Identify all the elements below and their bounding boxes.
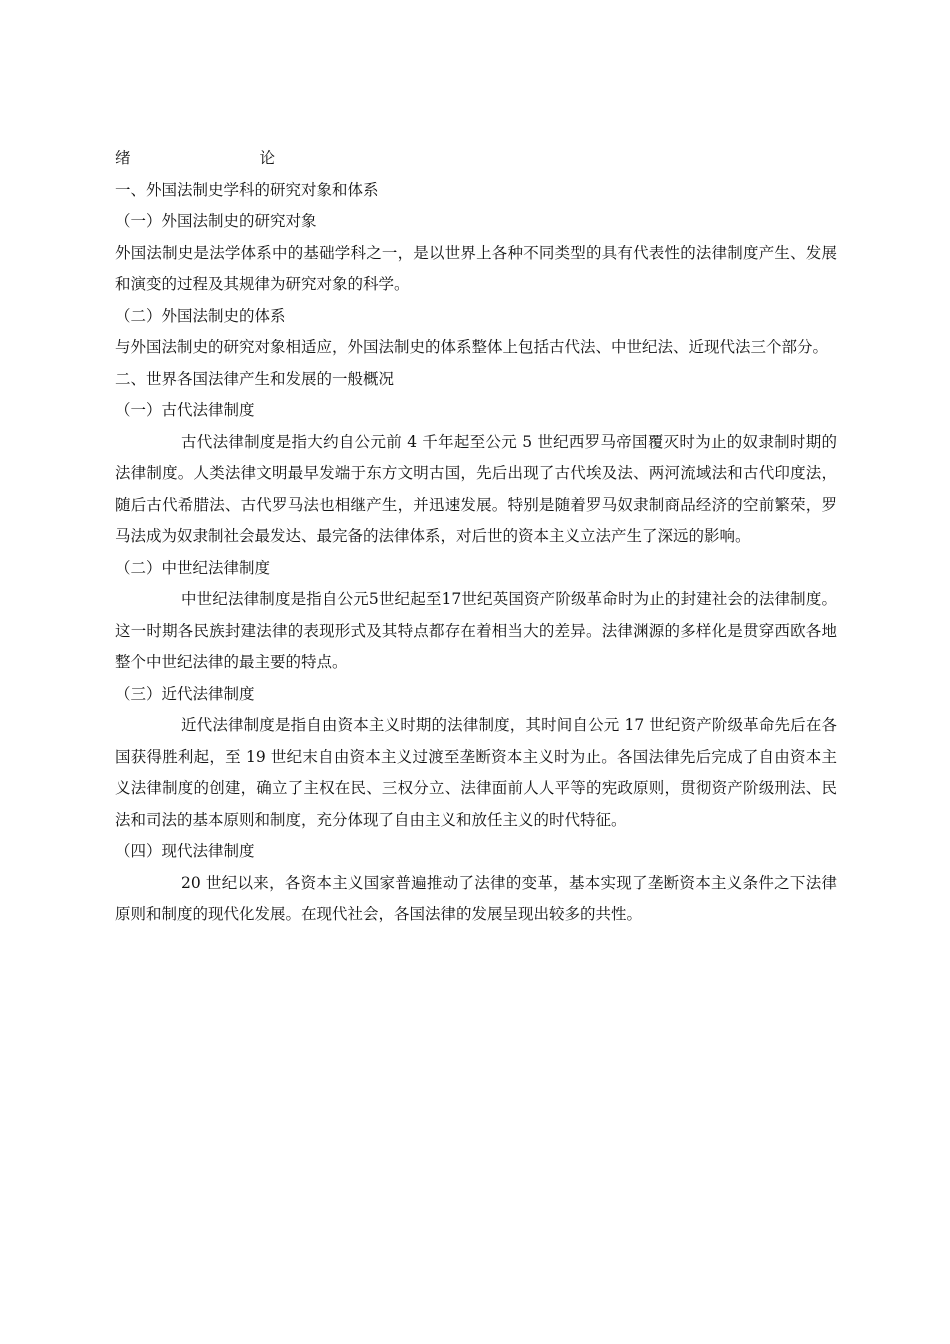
document-page: [115, 143, 837, 931]
paragraph-2-2: 中世纪法律制度是指自公元5世纪起至17世纪英国资产阶级革命时为止的封建社会的法律制度。这一时期各民族封建法律的表现形式及其特点都存在着相当大的差异。法律渊源的多样化是贯穿西欧各地整个中世纪法律的最主要的特点。: [115, 590, 837, 671]
document-title: [115, 143, 275, 175]
subsection-heading-1-2: （二）外国法制史的体系: [115, 306, 286, 325]
section-heading-2: 二、世界各国法律产生和发展的一般概况: [115, 369, 395, 388]
paragraph-2-1: 古代法律制度是指大约自公元前 4 千年起至公元 5 世纪西罗马帝国覆灭时为止的奴隶制时期的法律制度。人类法律文明最早发端于东方文明古国，先后出现了古代埃及法、两河流域法和古代印度法，随后古代希腊法、古代罗马法也相继产生，并迅速发展。特别是随着罗马奴隶制商品经济的空前繁荣，罗马法成为奴隶制社会最发达、最完备的法律体系，对后世的资本主义立法产生了深远的影响。: [115, 432, 837, 545]
subsection-heading-2-3: （三）近代法律制度: [115, 684, 255, 703]
paragraph-2-3: 近代法律制度是指自由资本主义时期的法律制度，其时间自公元 17 世纪资产阶级革命先后在各国获得胜利起，至 19 世纪末自由资本主义过渡至垄断资本主义时为止。各国法律先后完成了自由资本主义法律制度的创建，确立了主权在民、三权分立、法律面前人人平等的宪政原则，贯彻资产阶级刑法、民法和司法的基本原则和制度，充分体现了自由主义和放任主义的时代特征。: [115, 716, 837, 829]
subsection-heading-2-1: （一）古代法律制度: [115, 401, 255, 419]
subsection-heading-2-4: （四）现代法律制度: [115, 842, 255, 860]
subsection-heading-2-2: （二）中世纪法律制度: [115, 558, 271, 577]
section-heading-1: 一、外国法制史学科的研究对象和体系: [115, 180, 379, 199]
paragraph-1-1: 外国法制史是法学体系中的基础学科之一，是以世界上各种不同类型的具有代表性的法律制度产生、发展和演变的过程及其规律为研究对象的科学。: [115, 243, 837, 293]
title-right: 论: [259, 149, 275, 167]
paragraph-2-4: 20 世纪以来，各资本主义国家普遍推动了法律的变革，基本实现了垄断资本主义条件之下法律原则和制度的现代化发展。在现代社会，各国法律的发展呈现出较多的共性。: [115, 873, 837, 923]
title-left: 绪: [115, 149, 131, 167]
subsection-heading-1-1: （一）外国法制史的研究对象: [115, 212, 317, 230]
paragraph-1-2: 与外国法制史的研究对象相适应，外国法制史的体系整体上包括古代法、中世纪法、近现代法三个部分。: [115, 338, 829, 356]
